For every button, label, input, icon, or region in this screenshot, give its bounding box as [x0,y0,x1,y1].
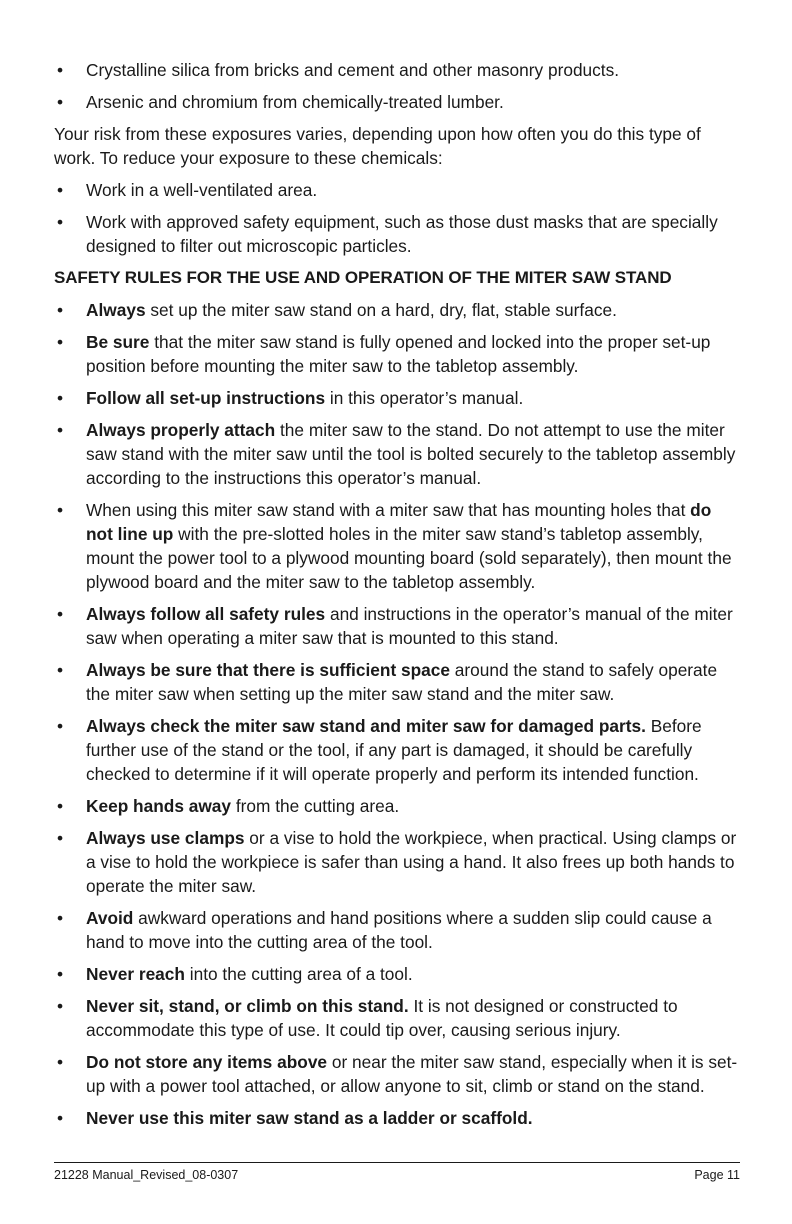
rule-item [54,962,740,986]
rule-lead: Always check the miter saw stand and miter saw for damaged parts. [86,716,646,736]
rule-item [54,498,740,594]
rule-text: awkward operations and hand positions where a sudden slip could cause a hand to move into the cutting area of the tool. [86,908,712,952]
page-footer [54,1167,740,1183]
footer-document-id: 21228 Manual_Revised_08-0307 [54,1168,239,1182]
bullet-icon: • [57,908,64,928]
bullet-icon: • [57,996,64,1016]
rule-lead: Always be sure that there is sufficient space [86,660,450,680]
bullet-icon: • [57,1052,64,1072]
rule-item [54,906,740,954]
bullet-icon: • [57,180,64,200]
rule-lead: Always use clamps [86,828,245,848]
list-item: • Crystalline silica from bricks and cement and other masonry products. [57,60,620,80]
rule-lead: Never use this miter saw stand as a ladder or scaffold. [86,1108,533,1128]
risk-paragraph: Your risk from these exposures varies, depending upon how often you do this type of work. To reduce your exposure to these chemicals: [54,124,701,168]
rule-item [54,994,740,1042]
rule-item [54,794,740,818]
rule-text: and instructions in the operator’s manual of the miter saw when operating a miter saw that is mounted to this stand. [86,604,733,648]
rule-text: Before further use of the stand or the tool, if any part is damaged, it should be carefully checked to determine if it will operate properly and perform its intended function. [86,716,702,784]
rule-text: or near the miter saw stand, especially when it is set-up with a power tool attached, or allow anyone to sit, climb or stand on the stand. [86,1052,738,1096]
bullet-icon: • [57,1108,64,1128]
bullet-icon: • [57,212,64,232]
rule-lead: Avoid [86,908,134,928]
rule-item [54,418,740,490]
rule-lead: Keep hands away [86,796,232,816]
list-item: • Arsenic and chromium from chemically-treated lumber. [57,92,504,112]
rule-lead: Always properly attach [86,420,276,440]
bullet-icon: • [57,828,64,848]
rule-item [54,714,740,786]
bullet-icon: • [57,60,64,80]
rule-text: that the miter saw stand is fully opened and locked into the proper set-up position before mounting the miter saw to the tabletop assembly. [86,332,711,376]
rule-lead: Do not store any items above [86,1052,328,1072]
rule-text: When using this miter saw stand with a miter saw that has mounting holes that [86,500,691,520]
bullet-icon: • [57,300,64,320]
list-item: • Work with approved safety equipment, such as those dust masks that are specially designed to filter out microscopic particles. [57,212,718,256]
footer-divider [54,1162,740,1163]
rule-text: It is not designed or constructed to accommodate this type of use. It could tip over, causing serious injury. [86,996,678,1040]
bullet-icon: • [57,964,64,984]
rule-item [54,602,740,650]
rule-text: from the cutting area. [231,796,400,816]
rule-lead: Be sure [86,332,150,352]
rule-lead: Always [86,300,146,320]
page-number: Page 11 [694,1168,740,1182]
section-heading: SAFETY RULES FOR THE USE AND OPERATION OF THE MITER SAW STAND [54,268,672,287]
rule-item [54,1050,740,1098]
rule-item [54,386,740,410]
rule-text: around the stand to safely operate the miter saw when setting up the miter saw stand and the miter saw. [86,660,718,704]
reduce-bullet-list [54,178,740,258]
rule-text: into the cutting area of a tool. [184,964,413,984]
rule-item [54,826,740,898]
rule-item [54,1106,740,1130]
rule-text: or a vise to hold the workpiece, when practical. Using clamps or a vise to hold the workpiece is safer than using a hand. It also frees up both hands to operate the miter saw. [86,828,737,896]
list-item: • Work in a well-ventilated area. [57,180,318,200]
rule-item [54,330,740,378]
document-body [54,58,740,1138]
bullet-icon: • [57,332,64,352]
bullet-icon: • [57,660,64,680]
rule-text: in this operator’s manual. [325,388,524,408]
rule-text: the miter saw to the stand. Do not attempt to use the miter saw stand with the miter saw until the tool is bolted securely to the tabletop assembly according to the instructions this operator’s manual. [86,420,736,488]
bullet-icon: • [57,92,64,112]
bullet-icon: • [57,500,64,520]
rule-text: set up the miter saw stand on a hard, dry, flat, stable surface. [145,300,617,320]
bullet-icon: • [57,388,64,408]
bullet-icon: • [57,796,64,816]
bullet-icon: • [57,420,64,440]
rule-lead: Never sit, stand, or climb on this stand. [86,996,409,1016]
rule-item [54,658,740,706]
rule-lead: Follow all set-up instructions [86,388,326,408]
rule-lead: do not line up [86,500,712,544]
rule-lead: Always follow all safety rules [86,604,326,624]
intro-bullet-list [54,58,740,114]
bullet-icon: • [57,716,64,736]
bullet-icon: • [57,604,64,624]
rule-item [54,298,740,322]
rule-text: with the pre-slotted holes in the miter saw stand’s tabletop assembly, mount the power tool to a plywood mounting board (sold separately), then mount the plywood board and the miter saw to the tabletop assembly. [86,524,732,592]
safety-rules-list [54,298,740,1130]
rule-lead: Never reach [86,964,185,984]
